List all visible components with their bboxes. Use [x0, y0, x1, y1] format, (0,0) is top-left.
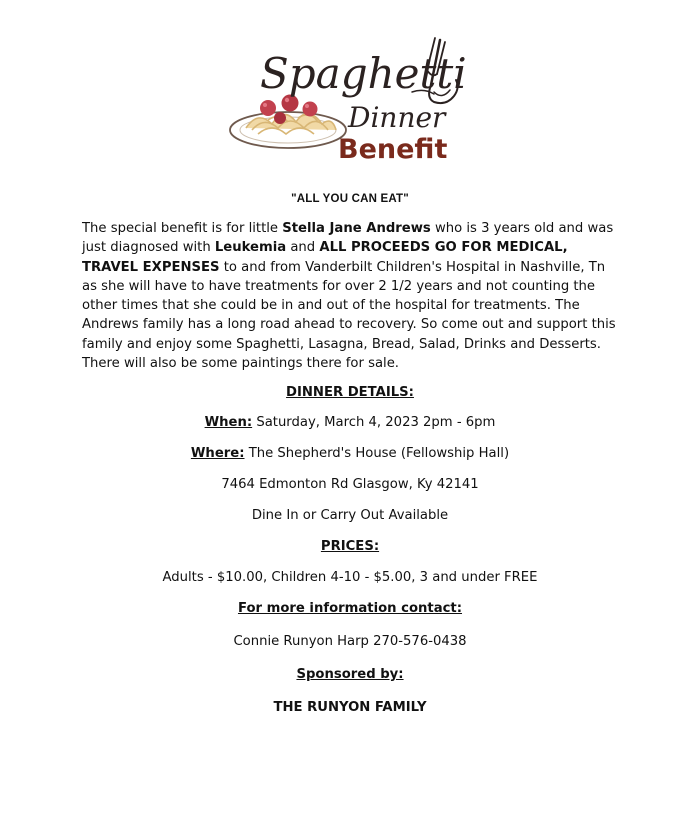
intro-text-3: and — [286, 240, 320, 256]
when-line — [0, 415, 700, 430]
prices-heading: PRICES: — [320, 539, 380, 554]
intro-paragraph — [82, 219, 622, 373]
sponsored-heading: Sponsored by: — [296, 667, 404, 682]
logo-tagline: Benefit — [338, 134, 448, 165]
diagnosis: Leukemia — [214, 240, 287, 256]
intro-text-4: to and from Vanderbilt Children's Hospital in Nashville, Tn as she will have to have treatments for over 2 1/2 years and not counting the other times that she could be in and out of the hospital for treatments. The Andrews family has a long road ahead to recovery. So come out and support this family and enjoy some Spaghetti, Lasagna, Bread, Salad, Drinks and Desserts. There will also be some paintings there for sale. — [82, 259, 616, 372]
intro-text-1: The special benefit is for little — [82, 221, 283, 236]
logo-subtitle: Dinner — [348, 101, 446, 134]
child-name: Stella Jane Andrews — [282, 221, 431, 236]
sponsor-name: THE RUNYON FAMILY — [273, 700, 427, 715]
spaghetti-dinner-logo — [228, 30, 476, 170]
where-line — [0, 446, 700, 461]
prices-line: Adults - $10.00, Children 4-10 - $5.00, 3 and under FREE — [162, 570, 538, 585]
dinner-details-heading: DINNER DETAILS: — [286, 385, 414, 400]
logo-title: Spaghetti — [260, 49, 467, 98]
where-label: Where: — [190, 446, 245, 461]
contact-line: Connie Runyon Harp 270-576-0438 — [233, 634, 467, 649]
spaghetti-plate-illustration — [228, 30, 476, 170]
when-value: Saturday, March 4, 2023 2pm - 6pm — [252, 415, 496, 430]
contact-heading: For more information contact: — [237, 601, 463, 616]
all-you-can-eat-tagline: "ALL YOU CAN EAT" — [291, 193, 409, 205]
address-line: 7464 Edmonton Rd Glasgow, Ky 42141 — [221, 477, 479, 492]
when-label: When: — [204, 415, 253, 430]
dine-option-line: Dine In or Carry Out Available — [251, 508, 449, 523]
where-value: The Shepherd's House (Fellowship Hall) — [244, 446, 510, 461]
proceeds-notice: ALL PROCEEDS GO FOR MEDICAL, TRAVEL EXPENSES — [82, 240, 568, 275]
intro-text-2: who is 3 years old and was just diagnosed with — [82, 221, 614, 256]
